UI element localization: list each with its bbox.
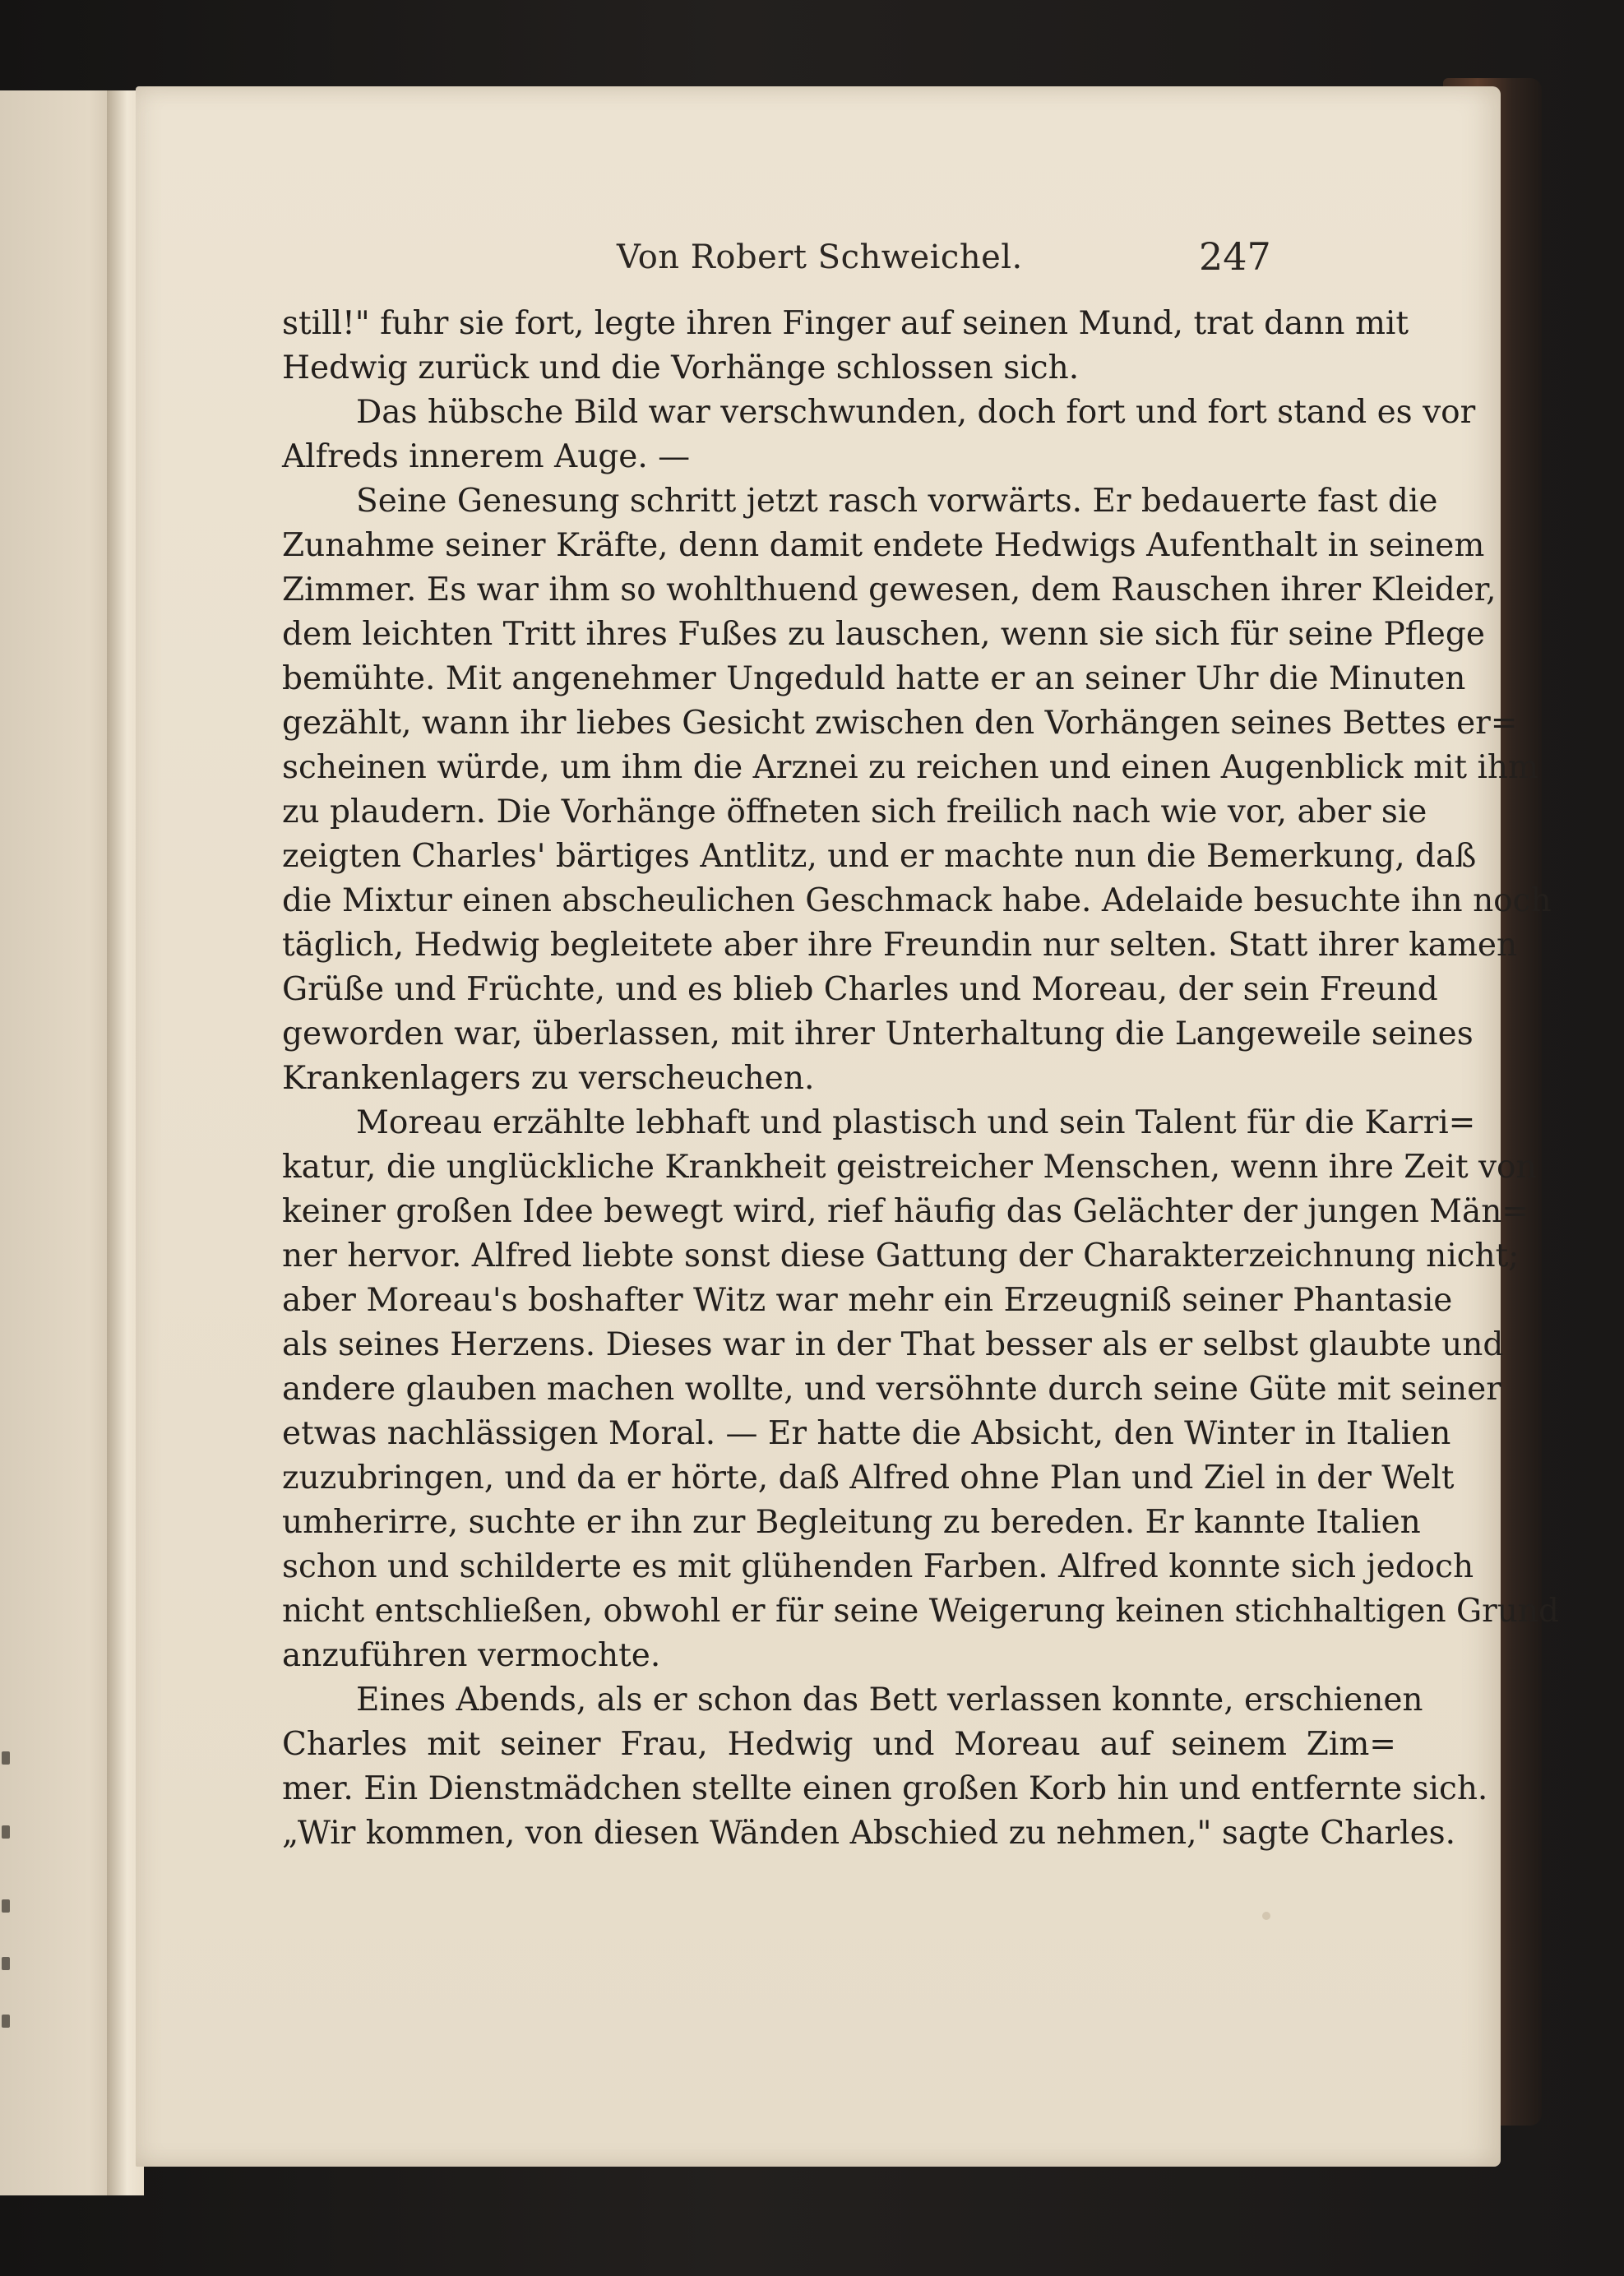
text-line: anzuführen vermochte. — [282, 1637, 661, 1674]
text-line: zuzubringen, und da er hörte, daß Alfred ohne Plan und Ziel in der Welt — [282, 1460, 1455, 1497]
text-line: keiner großen Idee bewegt wird, rief häufig das Gelächter der jungen Män= — [282, 1193, 1529, 1230]
text-line: Seine Genesung schritt jetzt rasch vorwärts. Er bedauerte fast die — [356, 483, 1438, 520]
text-line: Eines Abends, als er schon das Bett verlassen konnte, erschienen — [356, 1682, 1423, 1719]
text-line: Grüße und Früchte, und es blieb Charles und Moreau, der sein Freund — [282, 971, 1438, 1008]
text-line: Moreau erzählte lebhaft und plastisch und sein Talent für die Karri= — [356, 1104, 1476, 1141]
text-line: Hedwig zurück und die Vorhänge schlossen sich. — [282, 349, 1080, 386]
text-line: bemühte. Mit angenehmer Ungeduld hatte er an seiner Uhr die Minuten — [282, 660, 1466, 697]
text-line: zeigten Charles' bärtiges Antlitz, und er machte nun die Bemerkung, daß — [282, 838, 1477, 875]
page-number: 247 — [1199, 234, 1271, 279]
text-line: die Mixtur einen abscheulichen Geschmack habe. Adelaide besuchte ihn noch — [282, 882, 1552, 919]
text-line: mer. Ein Dienstmädchen stellte einen großen Korb hin und entfernte sich. — [282, 1770, 1488, 1807]
text-line: täglich, Hedwig begleitete aber ihre Freundin nur selten. Statt ihrer kamen — [282, 927, 1518, 964]
text-line: Zunahme seiner Kräfte, denn damit endete Hedwigs Aufenthalt in seinem — [282, 527, 1485, 564]
text-line: Krankenlagers zu verscheuchen. — [282, 1060, 815, 1097]
text-line: dem leichten Tritt ihres Fußes zu lauschen, wenn sie sich für seine Pflege — [282, 616, 1485, 653]
text-line: „Wir kommen, von diesen Wänden Abschied zu nehmen," sagte Charles. — [282, 1815, 1456, 1852]
text-line: zu plaudern. Die Vorhänge öffneten sich freilich nach wie vor, aber sie — [282, 793, 1427, 830]
text-line: katur, die unglückliche Krankheit geistreicher Menschen, wenn ihre Zeit von — [282, 1149, 1537, 1186]
page-header — [136, 234, 1501, 288]
paper-spot — [1262, 1912, 1270, 1920]
text-line: als seines Herzens. Dieses war in der That besser als er selbst glaubte und — [282, 1326, 1504, 1363]
text-line: etwas nachlässigen Moral. — Er hatte die Absicht, den Winter in Italien — [282, 1415, 1451, 1452]
text-line: gezählt, wann ihr liebes Gesicht zwischen den Vorhängen seines Bettes er= — [282, 705, 1518, 742]
text-line: still!" fuhr sie fort, legte ihren Finger auf seinen Mund, trat dann mit — [282, 305, 1409, 342]
text-line: aber Moreau's boshafter Witz war mehr ein Erzeugniß seiner Phantasie — [282, 1282, 1453, 1319]
body-text — [282, 302, 1560, 1856]
text-line: ner hervor. Alfred liebte sonst diese Gattung der Charakterzeichnung nicht; — [282, 1237, 1520, 1274]
text-line: Alfreds innerem Auge. — — [282, 438, 691, 475]
text-line: andere glauben machen wollte, und versöhnte durch seine Güte mit seiner — [282, 1371, 1501, 1408]
text-line: geworden war, überlassen, mit ihrer Unterhaltung die Langeweile seines — [282, 1015, 1474, 1052]
text-line: Das hübsche Bild war verschwunden, doch fort und fort stand es vor — [356, 394, 1476, 431]
text-line: schon und schilderte es mit glühenden Farben. Alfred konnte sich jedoch — [282, 1548, 1474, 1585]
text-line: Zimmer. Es war ihm so wohlthuend gewesen, dem Rauschen ihrer Kleider, — [282, 571, 1497, 608]
text-line: umherirre, suchte er ihn zur Begleitung zu bereden. Er kannte Italien — [282, 1504, 1421, 1541]
running-title: Von Robert Schweichel. — [617, 238, 1023, 276]
text-line: scheinen würde, um ihm die Arznei zu reichen und einen Augenblick mit ihm — [282, 749, 1539, 786]
left-page-text-fragments — [0, 90, 15, 2195]
text-line: Charles mit seiner Frau, Hedwig und Moreau auf seinem Zim= — [282, 1726, 1396, 1763]
right-page — [136, 86, 1560, 2167]
text-line: nicht entschließen, obwohl er für seine Weigerung keinen stichhaltigen Grund — [282, 1593, 1560, 1630]
